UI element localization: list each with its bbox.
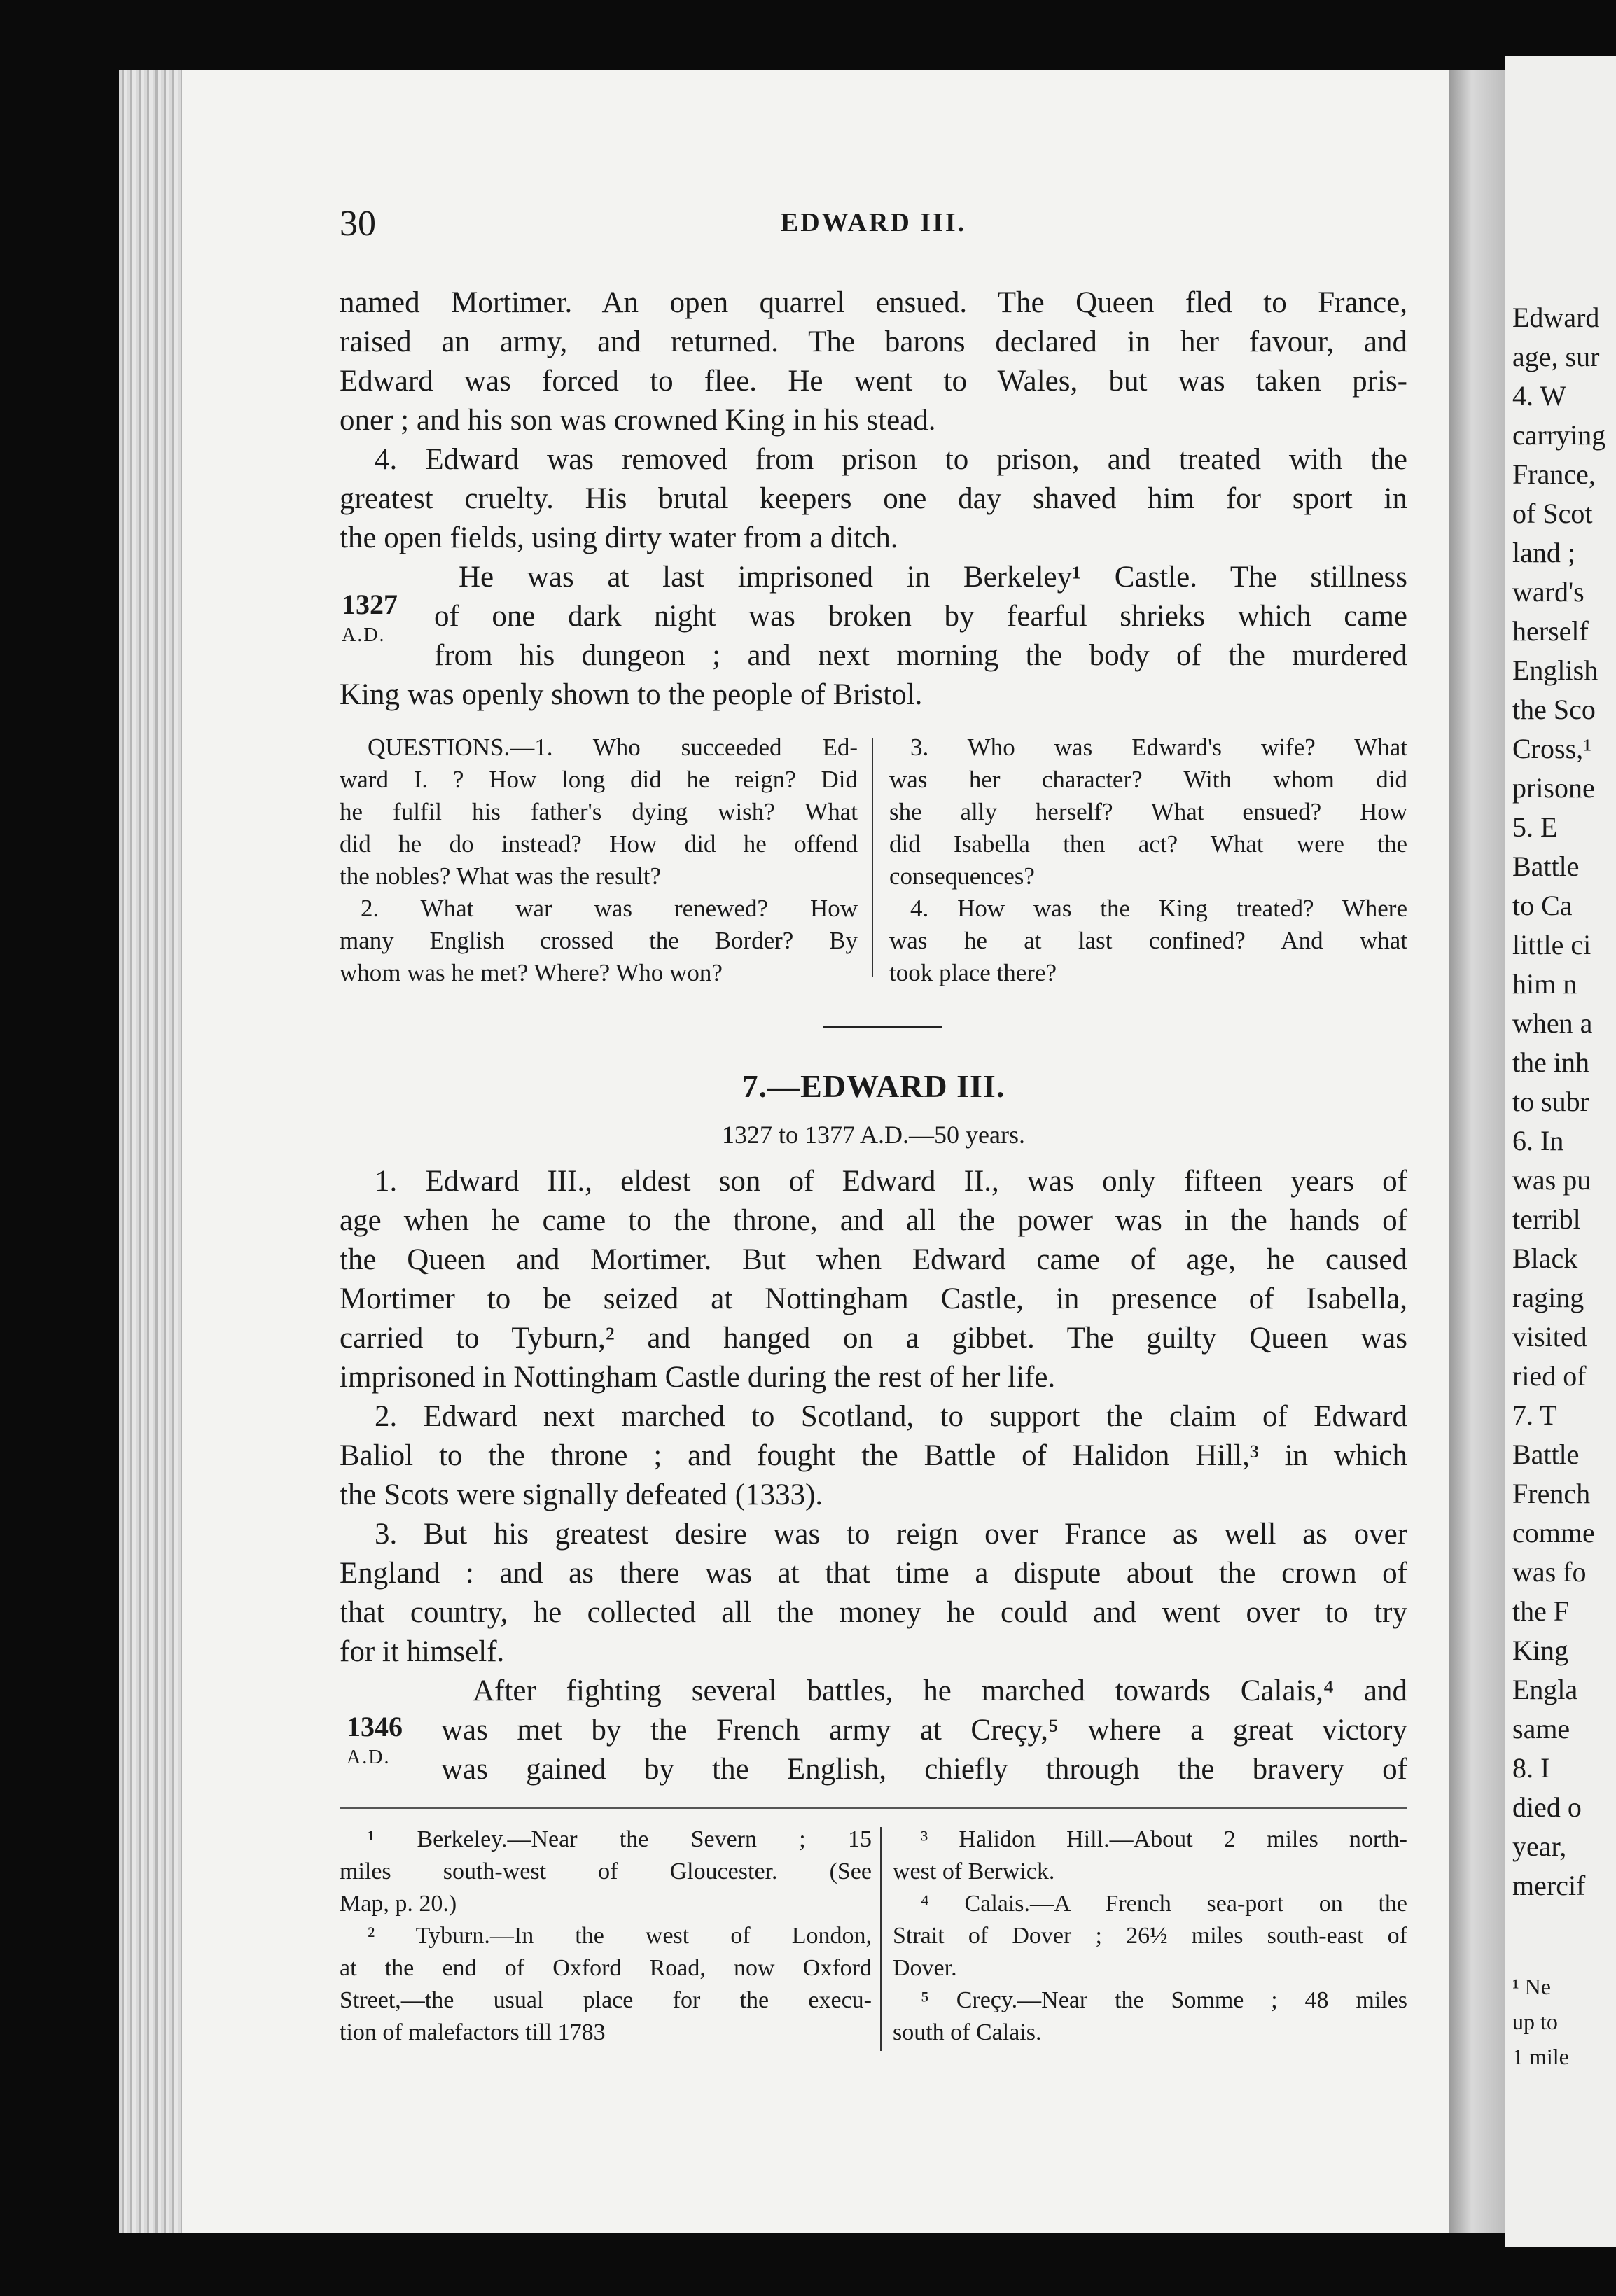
facing-page-line: Battle: [1512, 850, 1580, 882]
facing-page-line: little ci: [1512, 929, 1591, 960]
facing-page-line: the inh: [1512, 1046, 1589, 1078]
text-line: age when he came to the throne, and all the power was in the hands of: [340, 1204, 1407, 1237]
footnote-line: ⁵ Creçy.—Near the Somme ; 48 miles: [921, 1987, 1407, 2013]
facing-page-line: carrying: [1512, 419, 1606, 451]
section-title: 7.—EDWARD III.: [741, 1068, 1005, 1104]
facing-page-line: was pu: [1512, 1164, 1591, 1196]
facing-page-line: Cross,¹: [1512, 733, 1592, 764]
facing-page-line: up to: [1512, 2009, 1558, 2034]
question-line: was her character? With whom did: [889, 766, 1407, 793]
footnote-line: south of Calais.: [893, 2019, 1042, 2045]
body-text-block: [340, 1162, 1407, 1789]
footnotes-right-column: [893, 1823, 1407, 2049]
facing-page-line: ried of: [1512, 1360, 1587, 1392]
running-title: EDWARD III.: [780, 208, 967, 237]
page-number: 30: [340, 204, 376, 244]
question-line: the nobles? What was the result?: [340, 862, 662, 890]
text-line: King was openly shown to the people of Bristol.: [340, 678, 923, 711]
footnotes: [340, 1823, 1407, 2062]
facing-page-line: Edward: [1512, 302, 1600, 333]
footnote-line: ³ Halidon Hill.—About 2 miles north-: [921, 1826, 1407, 1852]
questions-block: [340, 732, 1407, 990]
facing-page-line: when a: [1512, 1007, 1593, 1039]
facing-page-line: 1 mile: [1512, 2044, 1569, 2069]
text-line: He was at last imprisoned in Berkeley¹ Castle. The stillness: [459, 561, 1407, 594]
footnote-line: ⁴ Calais.—A French sea-port on the: [921, 1891, 1407, 1917]
facing-page-line: year,: [1512, 1830, 1567, 1862]
question-line: 4. How was the King treated? Where: [910, 895, 1407, 922]
facing-page-line: to Ca: [1512, 890, 1573, 921]
text-line: 3. But his greatest desire was to reign over France as well as over: [375, 1518, 1407, 1550]
text-line: for it himself.: [340, 1635, 505, 1668]
facing-page-line: terribl: [1512, 1203, 1581, 1235]
question-line: did Isabella then act? What were the: [889, 830, 1407, 858]
running-head: [340, 203, 1407, 252]
question-line: she ally herself? What ensued? How: [889, 798, 1407, 825]
questions-right-column: [889, 732, 1407, 989]
text-line: oner ; and his son was crowned King in his stead.: [340, 404, 936, 437]
text-line: England : and as there was at that time a dispute about the crown of: [340, 1557, 1407, 1590]
facing-page-line: of Scot: [1512, 498, 1593, 529]
facing-page-line: was fo: [1512, 1556, 1587, 1588]
facing-page-line: herself: [1512, 615, 1589, 647]
section-rule: [823, 1026, 942, 1028]
book-gutter: [1449, 70, 1505, 2233]
question-line: QUESTIONS.—1. Who succeeded Ed-: [368, 734, 858, 761]
facing-page-line: prisone: [1512, 772, 1595, 804]
footnote-line: Street,—the usual place for the execu-: [340, 1987, 872, 2013]
questions-divider: [872, 738, 873, 976]
text-line: of one dark night was broken by fearful shrieks which came: [434, 600, 1407, 633]
facing-page: [1505, 56, 1616, 2247]
footnote-line: at the end of Oxford Road, now Oxford: [340, 1955, 872, 1981]
text-line: the Scots were signally defeated (1333).: [340, 1478, 823, 1511]
text-line: that country, he collected all the money he could and went over to try: [340, 1596, 1407, 1629]
text-line: carried to Tyburn,² and hanged on a gibbet. The guilty Queen was: [340, 1322, 1407, 1354]
text-line: Mortimer to be seized at Nottingham Castle, in presence of Isabella,: [340, 1282, 1407, 1315]
facing-page-line: comme: [1512, 1517, 1595, 1548]
facing-page-line: land ;: [1512, 537, 1575, 568]
facing-page-line: died o: [1512, 1791, 1582, 1823]
footnote-line: west of Berwick.: [893, 1858, 1055, 1884]
text-line: was met by the French army at Creçy,⁵ where a great victory: [441, 1714, 1407, 1746]
question-line: consequences?: [889, 862, 1035, 890]
footnotes-left-column: [340, 1823, 872, 2049]
facing-page-line: to subr: [1512, 1086, 1589, 1117]
facing-page-line: 7. T: [1512, 1399, 1557, 1431]
facing-page-line: Battle: [1512, 1438, 1580, 1470]
questions-left-column: [340, 732, 858, 989]
text-line: Edward was forced to flee. He went to Wales, but was taken pris-: [340, 365, 1407, 398]
facing-page-line: French: [1512, 1478, 1591, 1509]
text-line: imprisoned in Nottingham Castle during the rest of her life.: [340, 1361, 1056, 1394]
facing-page-line: age, sur: [1512, 341, 1600, 372]
facing-page-line: 6. In: [1512, 1125, 1564, 1156]
margin-date-1327: 1327 A.D.: [342, 589, 398, 646]
question-line: whom was he met? Where? Who won?: [340, 959, 723, 986]
facing-page-line: mercif: [1512, 1870, 1586, 1901]
footnotes-divider: [880, 1827, 882, 2051]
question-line: took place there?: [889, 959, 1057, 986]
facing-page-line: him n: [1512, 968, 1577, 1000]
text-line: 2. Edward next marched to Scotland, to support the claim of Edward: [375, 1400, 1407, 1433]
text-line: named Mortimer. An open quarrel ensued. The Queen fled to France,: [340, 286, 1407, 319]
facing-page-line: Engla: [1512, 1674, 1578, 1705]
footnote-line: Map, p. 20.): [340, 1891, 457, 1917]
text-line: from his dungeon ; and next morning the body of the murdered: [434, 639, 1407, 672]
question-line: 2. What war was renewed? How: [361, 895, 858, 922]
question-line: ward I. ? How long did he reign? Did: [340, 766, 858, 793]
footnote-rule: [340, 1807, 1407, 1809]
footnote-line: ² Tyburn.—In the west of London,: [368, 1923, 872, 1949]
question-line: did he do instead? How did he offend: [340, 830, 858, 858]
text-line: the open fields, using dirty water from a ditch.: [340, 522, 898, 554]
facing-page-line: ¹ Ne: [1512, 1974, 1551, 1999]
text-line: raised an army, and returned. The barons declared in her favour, and: [340, 326, 1407, 358]
facing-page-line: same: [1512, 1713, 1570, 1744]
facing-page-line: ward's: [1512, 576, 1584, 608]
question-line: many English crossed the Border? By: [340, 927, 858, 954]
margin-date-1346: 1346 A.D.: [347, 1711, 403, 1768]
text-line: greatest cruelty. His brutal keepers one day shaved him for sport in: [340, 482, 1407, 515]
text-line: the Queen and Mortimer. But when Edward came of age, he caused: [340, 1243, 1407, 1276]
footnote-line: tion of malefactors till 1783: [340, 2019, 606, 2045]
footnote-line: miles south-west of Gloucester. (See: [340, 1858, 872, 1884]
facing-page-line: English: [1512, 654, 1598, 686]
text-line: was gained by the English, chiefly through the bravery of: [441, 1753, 1407, 1786]
text-line: Baliol to the throne ; and fought the Battle of Halidon Hill,³ in which: [340, 1439, 1407, 1472]
facing-page-line: France,: [1512, 458, 1596, 490]
facing-page-line: Black: [1512, 1242, 1578, 1274]
footnote-line: ¹ Berkeley.—Near the Severn ; 15: [368, 1826, 872, 1852]
text-line: After fighting several battles, he marched towards Calais,⁴ and: [473, 1674, 1407, 1707]
section-subtitle: 1327 to 1377 A.D.—50 years.: [722, 1121, 1025, 1149]
question-line: was he at last confined? And what: [889, 927, 1407, 954]
facing-page-line: 5. E: [1512, 811, 1558, 843]
text-line: 4. Edward was removed from prison to prison, and treated with the: [375, 443, 1407, 476]
question-line: 3. Who was Edward's wife? What: [910, 734, 1407, 761]
facing-page-line: King: [1512, 1634, 1568, 1666]
footnote-line: Dover.: [893, 1955, 957, 1981]
facing-page-line: visited: [1512, 1321, 1587, 1352]
facing-page-line: the F: [1512, 1595, 1570, 1627]
page-edge-stack: [119, 70, 182, 2233]
top-text-block: [340, 284, 1407, 715]
facing-page-line: the Sco: [1512, 694, 1596, 725]
text-line: 1. Edward III., eldest son of Edward II., was only fifteen years of: [375, 1165, 1407, 1198]
question-line: he fulfil his father's dying wish? What: [340, 798, 858, 825]
facing-page-line: 4. W: [1512, 380, 1567, 412]
footnote-line: Strait of Dover ; 26½ miles south-east of: [893, 1923, 1407, 1949]
facing-page-line: raging: [1512, 1282, 1584, 1313]
facing-page-line: 8. I: [1512, 1752, 1550, 1784]
